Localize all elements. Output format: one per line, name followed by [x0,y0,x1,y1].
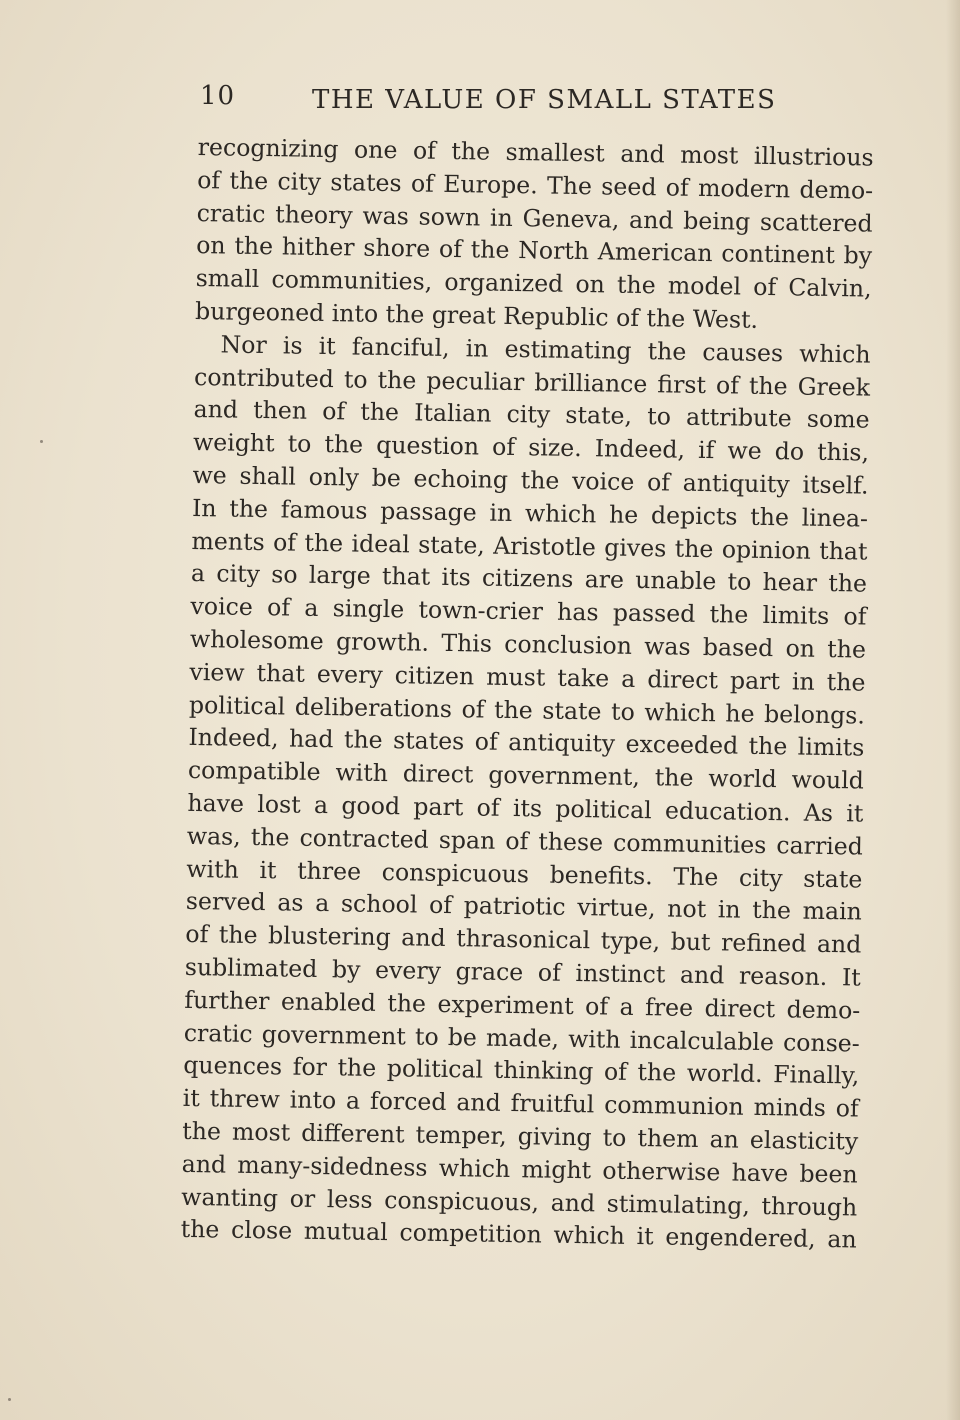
text-line: quences for the political thinking of the world. Finally, [183,1051,860,1090]
text-line: have lost a good part of its political education. As it [187,788,864,828]
body-text [180,131,877,1257]
text-line: voice of a single town-crier has passed the limits of [190,592,867,631]
text-line: with it three conspicuous benefits. The city state [186,854,863,894]
text-line: a city so large that its citizens are unable to hear the [190,559,868,598]
text-line: recognizing one of the smallest and most illustrious [197,132,874,172]
text-line: wanting or less conspicuous, and stimulating, through [181,1182,858,1221]
text-line: wholesome growth. This conclusion was based on the [189,624,867,664]
text-line: further enabled the experiment of a free direct demo- [184,985,861,1025]
page-number: 10 [200,81,236,111]
text-line: served as a school of patriotic virtue, not in the main [185,887,863,926]
text-line: Indeed, had the states of antiquity exceeded the limits [188,723,865,762]
text-line: the close mutual competition which it engendered, an [180,1215,857,1254]
text-line: political deliberations of the state to which he belongs. [188,690,866,730]
text-line: compatible with direct government, the world would [187,756,865,795]
text-line: ments of the ideal state, Aristotle gives the opinion that [191,526,868,566]
text-line: view that every citizen must take a direct part in the [189,657,866,697]
text-line: cratic theory was sown in Geneva, and being scattered [196,198,873,238]
text-line: sublimated by every grace of instinct and reason. It [184,952,862,992]
text-line: and many-sidedness which might otherwise have been [181,1149,858,1189]
text-line: it threw into a forced and fruitful communion minds of [182,1083,859,1123]
text-line: burgeoned into the great Republic of the West. [194,296,759,334]
text-line: In the famous passage in which he depicts the linea- [191,493,869,533]
text-line: we shall only be echoing the voice of antiquity itself. [192,460,869,500]
text-line: and then of the Italian city state, to attribute some [193,395,870,434]
text-line: of the blustering and thrasonical type, but refined and [185,920,862,959]
running-head: THE VALUE OF SMALL STATES [312,85,777,115]
text-line: weight to the question of size. Indeed, if we do this, [192,428,870,467]
page-header [200,76,820,116]
paper-speck [40,440,43,443]
text-line: small communities, organized on the model of Calvin, [195,264,872,303]
page-edge-shadow [946,0,960,1420]
text-line: the most different temper, giving to them an elasticity [182,1116,859,1156]
text-line: of the city states of Europe. The seed of modern demo- [197,165,874,205]
paper-speck [8,1398,11,1401]
text-line: on the hither shore of the North American continent by [195,231,873,270]
paragraph-start-line: Nor is it fanciful, in estimating the causes which [220,330,871,369]
text-line: cratic government to be made, with incalculable conse- [183,1018,860,1058]
text-line: contributed to the peculiar brilliance first of the Greek [193,362,871,402]
text-line: was, the contracted span of these communities carried [186,821,864,861]
